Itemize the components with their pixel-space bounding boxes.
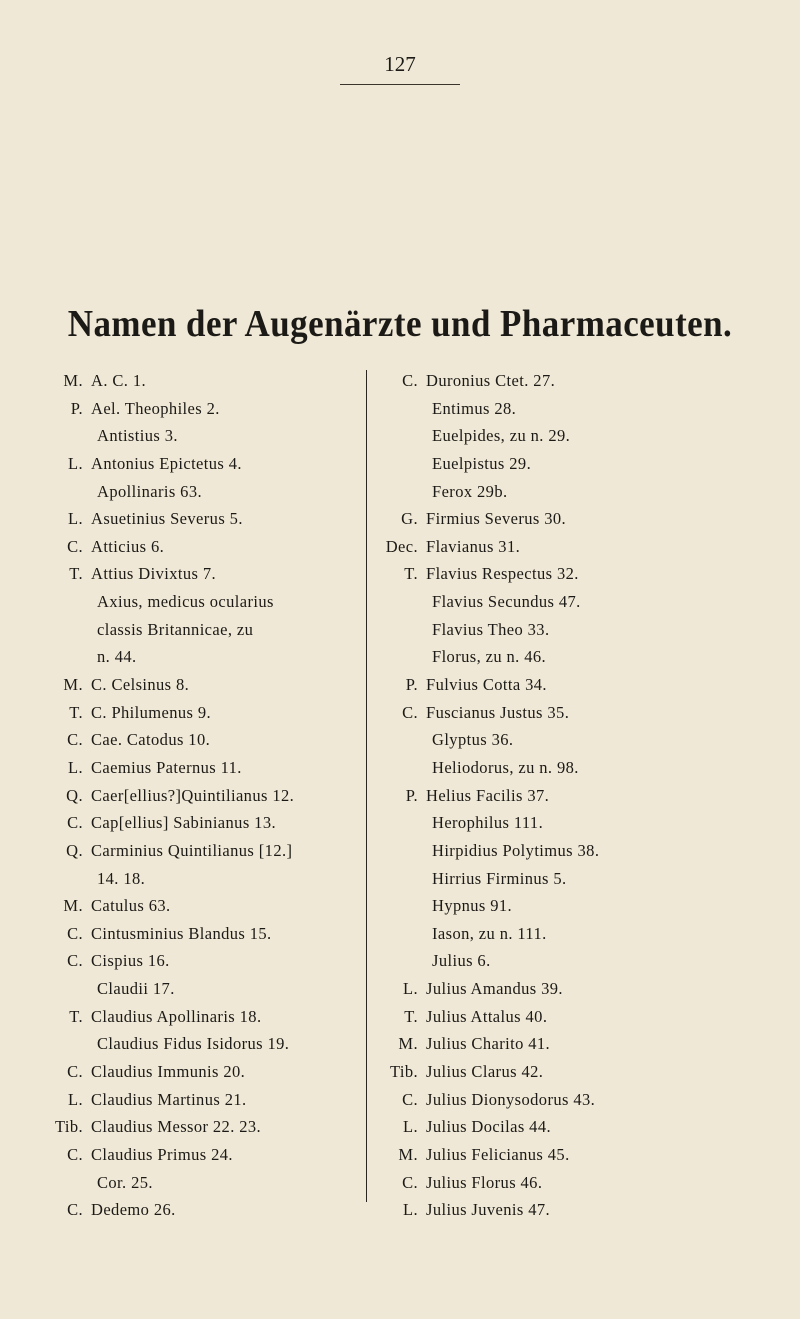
praenomen: Q. <box>66 785 83 805</box>
praenomen: L. <box>67 757 83 777</box>
praenomen: P. <box>405 675 418 695</box>
entry-name: Herophilus 111. <box>432 813 544 833</box>
list-item <box>360 782 800 810</box>
list-item <box>360 920 800 948</box>
list-item <box>45 1141 365 1169</box>
praenomen <box>45 616 83 644</box>
list-item <box>360 1196 800 1224</box>
list-item <box>360 865 800 893</box>
list-item <box>45 837 365 865</box>
entry-name: Axius, medicus ocularius <box>97 592 274 612</box>
entry-name: Caemius Paternus 11. <box>91 757 242 777</box>
praenomen: L. <box>402 979 418 999</box>
praenomen <box>360 754 418 782</box>
praenomen <box>360 588 418 616</box>
entry-name: Dedemo 26. <box>91 1200 176 1220</box>
list-item <box>360 560 800 588</box>
praenomen <box>360 892 418 920</box>
praenomen: C. <box>402 1089 418 1109</box>
list-item <box>360 1141 800 1169</box>
list-item <box>360 1003 800 1031</box>
praenomen: L. <box>402 1200 418 1220</box>
praenomen: Dec. <box>385 536 418 556</box>
list-item <box>45 671 365 699</box>
list-item <box>45 395 365 423</box>
praenomen <box>45 1030 83 1058</box>
entry-name: Hirpidius Polytimus 38. <box>432 840 600 860</box>
entry-name: Flavius Secundus 47. <box>432 592 581 612</box>
entry-name: Ferox 29b. <box>432 481 508 501</box>
praenomen <box>360 726 418 754</box>
entry-name: Florus, zu n. 46. <box>432 647 547 667</box>
entry-name: Flavius Respectus 32. <box>426 564 579 584</box>
praenomen: M. <box>63 371 83 390</box>
list-item <box>45 699 365 727</box>
list-item <box>45 1058 365 1086</box>
entry-name: Julius Clarus 42. <box>426 1062 544 1082</box>
entry-name: Catulus 63. <box>91 896 171 916</box>
entry-name: Duronius Ctet. 27. <box>426 371 556 390</box>
entry-name: Cor. 25. <box>97 1172 153 1192</box>
entry-name: Claudius Messor 22. 23. <box>91 1117 262 1137</box>
list-item <box>360 1058 800 1086</box>
entry-name: Helius Facilis 37. <box>426 785 550 805</box>
list-item <box>360 975 800 1003</box>
list-item <box>360 616 800 644</box>
praenomen <box>360 643 418 671</box>
list-item <box>360 395 800 423</box>
entry-name: Fuscianus Justus 35. <box>426 702 570 722</box>
list-item <box>360 450 800 478</box>
praenomen <box>360 616 418 644</box>
praenomen: L. <box>402 1117 418 1137</box>
entry-name: Hirrius Firminus 5. <box>432 868 567 888</box>
list-item <box>45 588 365 616</box>
list-item <box>45 947 365 975</box>
praenomen <box>45 1169 83 1197</box>
list-item <box>45 754 365 782</box>
list-item <box>360 367 800 395</box>
list-item <box>360 1030 800 1058</box>
praenomen: M. <box>398 1144 418 1164</box>
praenomen: M. <box>398 1034 418 1054</box>
entry-name: C. Celsinus 8. <box>91 675 190 695</box>
praenomen: C. <box>67 1200 83 1220</box>
praenomen: T. <box>404 1006 418 1026</box>
entry-name: Julius Florus 46. <box>426 1172 543 1192</box>
list-item <box>360 478 800 506</box>
list-item <box>360 588 800 616</box>
list-item <box>45 367 365 395</box>
praenomen: C. <box>402 371 418 390</box>
list-item <box>360 643 800 671</box>
list-item <box>45 478 365 506</box>
list-item <box>360 809 800 837</box>
entry-name: Glyptus 36. <box>432 730 514 750</box>
entry-name: A. C. 1. <box>91 371 146 390</box>
entry-name: Attius Divixtus 7. <box>91 564 217 584</box>
list-item <box>45 1113 365 1141</box>
entry-name: classis Britannicae, zu <box>97 619 254 639</box>
entry-name: Ael. Theophiles 2. <box>91 398 220 418</box>
praenomen: C. <box>402 1172 418 1192</box>
list-item <box>360 754 800 782</box>
entry-name: Heliodorus, zu n. 98. <box>432 757 579 777</box>
page-number: 127 <box>384 52 416 76</box>
list-item <box>360 1086 800 1114</box>
praenomen <box>360 809 418 837</box>
entry-name: n. 44. <box>97 647 137 667</box>
entry-name: Apollinaris 63. <box>97 481 202 501</box>
entry-name: Julius Docilas 44. <box>426 1117 551 1137</box>
list-item <box>45 1030 365 1058</box>
praenomen <box>45 975 83 1003</box>
entry-name: Claudius Fidus Isidorus 19. <box>97 1034 290 1054</box>
list-item <box>360 1169 800 1197</box>
entry-name: Claudius Primus 24. <box>91 1144 233 1164</box>
entry-name: Julius Felicianus 45. <box>426 1144 570 1164</box>
entry-name: Flavius Theo 33. <box>432 619 550 639</box>
praenomen <box>45 478 83 506</box>
praenomen: T. <box>404 564 418 584</box>
entry-name: Claudii 17. <box>97 979 175 999</box>
entry-name: Cap[ellius] Sabinianus 13. <box>91 813 277 833</box>
list-item <box>45 533 365 561</box>
praenomen: Tib. <box>54 1117 83 1137</box>
praenomen: M. <box>63 675 83 695</box>
praenomen <box>360 422 418 450</box>
entry-name: Fulvius Cotta 34. <box>426 675 547 695</box>
list-item <box>45 643 365 671</box>
praenomen: P. <box>405 785 418 805</box>
list-item <box>360 699 800 727</box>
entry-name: Julius 6. <box>432 951 491 971</box>
praenomen: C. <box>67 813 83 833</box>
praenomen <box>360 865 418 893</box>
praenomen <box>360 837 418 865</box>
praenomen: C. <box>67 1062 83 1082</box>
praenomen <box>45 643 83 671</box>
list-item <box>45 1003 365 1031</box>
entry-name: Carminius Quintilianus [12.] <box>91 840 293 860</box>
list-item <box>360 422 800 450</box>
praenomen: L. <box>67 509 83 529</box>
list-item <box>45 505 365 533</box>
praenomen <box>360 450 418 478</box>
list-item <box>45 782 365 810</box>
entry-name: Iason, zu n. 111. <box>432 923 547 943</box>
entry-name: 14. 18. <box>97 868 146 888</box>
praenomen <box>45 422 83 450</box>
praenomen: C. <box>67 951 83 971</box>
entry-name: C. Philumenus 9. <box>91 702 212 722</box>
praenomen: L. <box>67 1089 83 1109</box>
entry-name: Julius Charito 41. <box>426 1034 551 1054</box>
praenomen <box>360 920 418 948</box>
praenomen: M. <box>63 896 83 916</box>
list-item <box>45 422 365 450</box>
list-item <box>45 920 365 948</box>
list-item <box>45 892 365 920</box>
entry-name: Hypnus 91. <box>432 896 513 916</box>
list-item <box>45 616 365 644</box>
list-item <box>45 560 365 588</box>
entry-name: Cispius 16. <box>91 951 170 971</box>
entry-name: Caer[ellius?]Quintilianus 12. <box>91 785 295 805</box>
entry-name: Antonius Epictetus 4. <box>91 453 242 473</box>
list-item <box>45 865 365 893</box>
list-item <box>45 975 365 1003</box>
praenomen: G. <box>401 509 418 529</box>
entry-name: Entimus 28. <box>432 398 517 418</box>
list-item <box>360 505 800 533</box>
list-item <box>360 671 800 699</box>
entry-name: Julius Amandus 39. <box>426 979 563 999</box>
list-item <box>360 892 800 920</box>
list-item <box>45 726 365 754</box>
page-title: Namen der Augenärzte und Pharmaceuten. <box>67 303 733 345</box>
praenomen: T. <box>69 702 83 722</box>
entry-name: Antistius 3. <box>97 426 178 446</box>
praenomen: P. <box>70 398 83 418</box>
entry-name: Asuetinius Severus 5. <box>91 509 243 529</box>
entry-name: Euelpistus 29. <box>432 453 532 473</box>
entry-name: Claudius Martinus 21. <box>91 1089 247 1109</box>
left-column <box>45 367 365 1224</box>
praenomen: C. <box>67 536 83 556</box>
praenomen <box>360 947 418 975</box>
list-item <box>360 947 800 975</box>
list-item <box>360 726 800 754</box>
entry-name: Cintusminius Blandus 15. <box>91 923 272 943</box>
entry-name: Euelpides, zu n. 29. <box>432 426 571 446</box>
praenomen: C. <box>67 1144 83 1164</box>
praenomen: Q. <box>66 840 83 860</box>
entry-name: Flavianus 31. <box>426 536 521 556</box>
entry-name: Claudius Immunis 20. <box>91 1062 246 1082</box>
praenomen: C. <box>67 923 83 943</box>
entry-name: Julius Juvenis 47. <box>426 1200 551 1220</box>
entry-name: Claudius Apollinaris 18. <box>91 1006 262 1026</box>
list-item <box>45 1196 365 1224</box>
list-item <box>360 1113 800 1141</box>
praenomen <box>45 588 83 616</box>
praenomen: L. <box>67 453 83 473</box>
entry-name: Cae. Catodus 10. <box>91 730 211 750</box>
list-item <box>45 450 365 478</box>
list-item <box>360 837 800 865</box>
praenomen: C. <box>402 702 418 722</box>
list-item <box>45 1169 365 1197</box>
praenomen: T. <box>69 1006 83 1026</box>
praenomen <box>360 478 418 506</box>
praenomen: T. <box>69 564 83 584</box>
entry-name: Julius Attalus 40. <box>426 1006 548 1026</box>
page-number-rule <box>340 84 460 85</box>
praenomen <box>45 865 83 893</box>
entry-name: Julius Dionysodorus 43. <box>426 1089 596 1109</box>
right-column <box>360 367 800 1224</box>
entry-name: Firmius Severus 30. <box>426 509 567 529</box>
list-item <box>45 809 365 837</box>
praenomen: Tib. <box>389 1062 418 1082</box>
praenomen <box>360 395 418 423</box>
list-item <box>360 533 800 561</box>
entry-name: Atticius 6. <box>91 536 165 556</box>
list-item <box>45 1086 365 1114</box>
praenomen: C. <box>67 730 83 750</box>
